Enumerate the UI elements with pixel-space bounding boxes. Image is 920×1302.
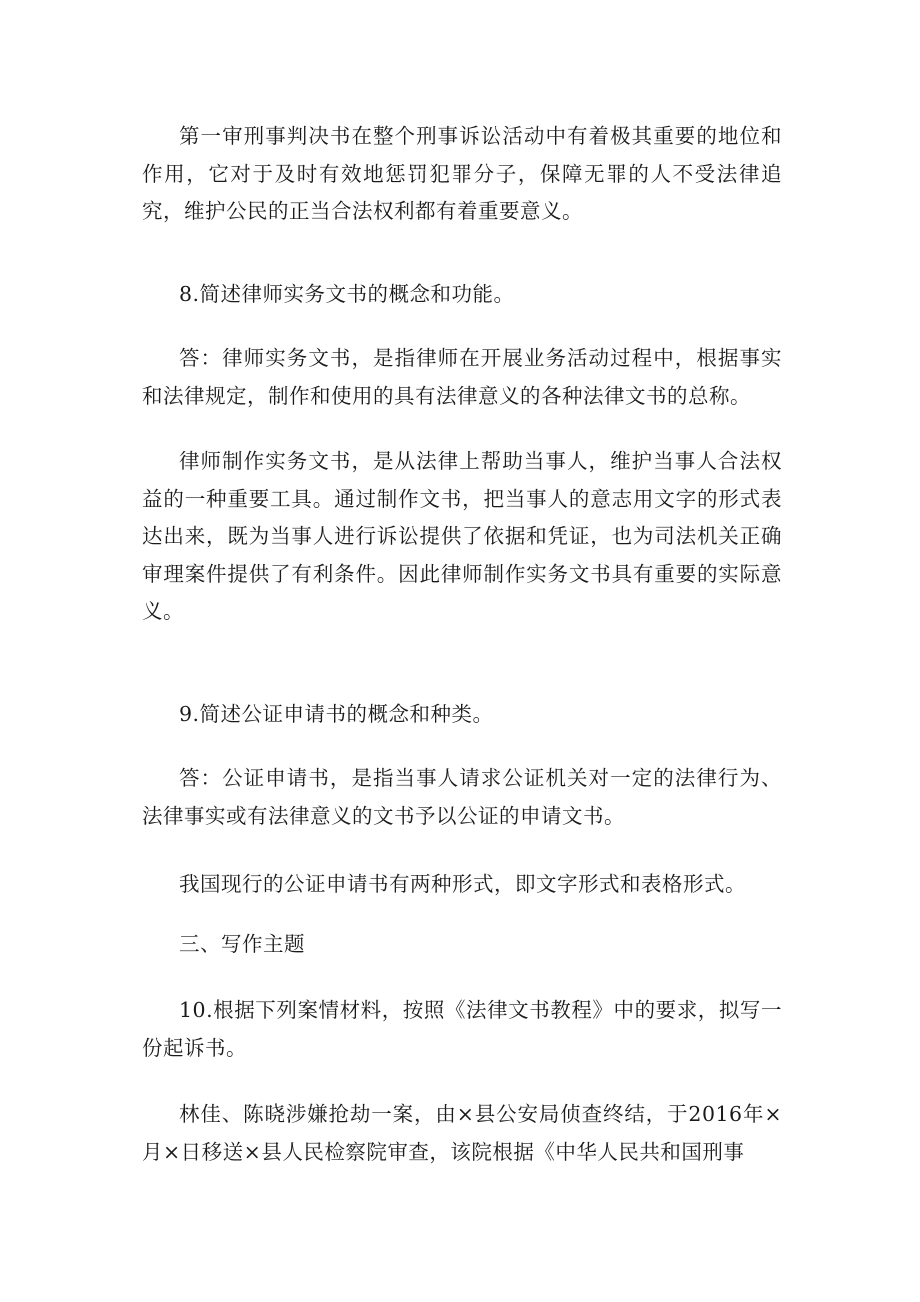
paragraph-verdict-importance: 第一审刑事判决书在整个刑事诉讼活动中有着极其重要的地位和作用，它对于及时有效地惩罚犯罪分子，保障无罪的人不受法律追究，维护公民的正当合法权利都有着重要意义。 xyxy=(142,124,782,223)
case-material: 林佳、陈晓涉嫌抢劫一案，由×县公安局侦查终结，于2016年×月×日移送×县人民检察院审查，该院根据《中华人民共和国刑事 xyxy=(142,1102,782,1164)
answer-8-function: 律师制作实务文书，是从法律上帮助当事人，维护当事人合法权益的一种重要工具。通过制作文书，把当事人的意志用文字的形式表达出来，既为当事人进行诉讼提供了依据和凭证，也为司法机关正确审理案件提供了有利条件。因此律师制作实务文书具有重要的实际意义。 xyxy=(142,449,782,623)
section-heading-writing: 三、写作主题 xyxy=(179,932,305,956)
question-8: 8.简述律师实务文书的概念和功能。 xyxy=(179,282,515,306)
answer-9-definition: 答：公证申请书，是指当事人请求公证机关对一定的法律行为、法律事实或有法律意义的文书予以公证的申请文书。 xyxy=(142,766,782,828)
answer-9-types: 我国现行的公证申请书有两种形式，即文字形式和表格形式。 xyxy=(179,872,746,896)
question-9: 9.简述公证申请书的概念和种类。 xyxy=(179,702,494,726)
answer-8-definition: 答：律师实务文书，是指律师在开展业务活动过程中，根据事实和法律规定，制作和使用的具有法律意义的各种法律文书的总称。 xyxy=(142,346,782,408)
question-10: 10.根据下列案情材料，按照《法律文书教程》中的要求，拟写一份起诉书。 xyxy=(142,998,782,1060)
